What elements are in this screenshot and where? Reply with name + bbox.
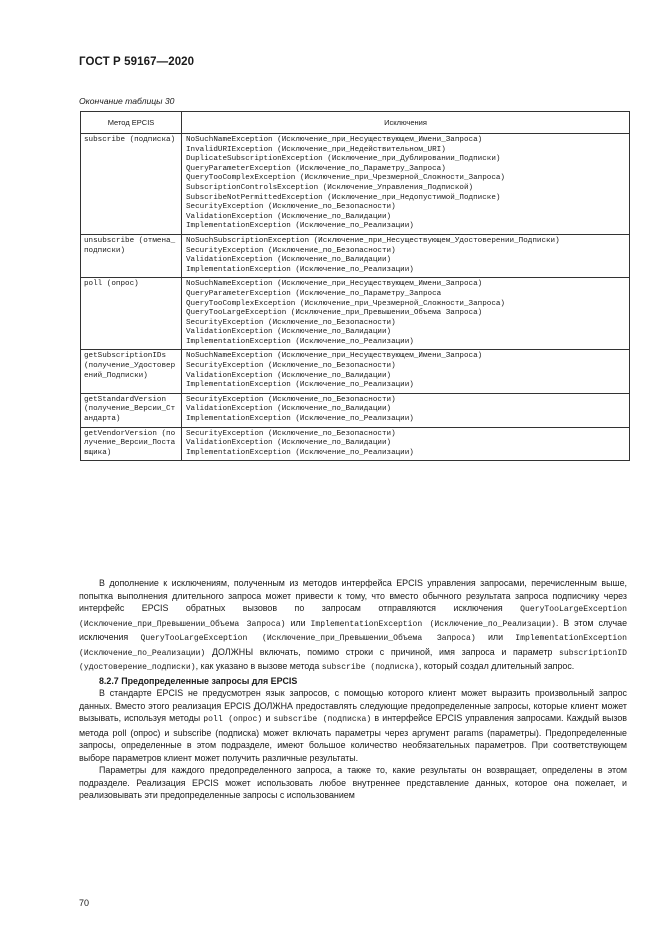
exception-line: SecurityException (Исключение_по_Безопасности): [186, 246, 396, 255]
column-header-method: Метод EPCIS: [81, 112, 182, 134]
paragraph-parameters: Параметры для каждого предопределенного запроса, а также то, какие результаты он возвращает, определены в этом подразделе. Реализация EPCIS может использовать любое внутреннее представление данных, которое она пожелает, и реализовывать эти предопределенные запросы с использованием: [79, 765, 627, 800]
exception-line: ImplementationException (Исключение_по_Реализации): [186, 265, 414, 274]
body-text: [79, 577, 627, 802]
text-span: и: [262, 713, 274, 723]
table-row: [81, 427, 630, 461]
page-number: 70: [79, 898, 90, 908]
exception-line: ValidationException (Исключение_по_Валидации): [186, 212, 392, 221]
text-span: В дополнение к исключениям, полученным из методов интерфейса EPCIS управления запросами, перечисленным выше, попытка выполнения длительного запроса может привести к тому, что вместо обычного результата запроса подписчику через интерфейс EPCIS обратных вызовов по запросам отправляются исключения: [79, 578, 627, 613]
text-span: или: [285, 617, 311, 628]
inline-code: poll (опрос): [203, 715, 263, 724]
exception-line: QueryParameterException (Исключение_по_Параметру_Запроса): [186, 164, 446, 173]
table-header-row: [81, 112, 630, 134]
inline-code: ImplementationException (Исключение_по_Реализации): [79, 634, 627, 658]
exception-line: ImplementationException (Исключение_по_Реализации): [186, 222, 414, 231]
text-span: В стандарте EPCIS не предусмотрен язык запросов, с помощью которого клиент может выразить произвольный запрос данных. Вместо этого реализация EPCIS ДОЛЖНА предоставлять следующие предопределенные запросы, которые клиент может вызывать, используя методы: [79, 688, 627, 723]
text-span: ДОЛЖНЫ включать, помимо строки с причиной, имя запроса и параметр: [205, 646, 559, 657]
section-heading: 8.2.7 Предопределенные запросы для EPCIS: [99, 675, 298, 686]
method-cell: poll (опрос): [81, 278, 182, 350]
exception-line: QueryParameterException (Исключение_по_Параметру_Запроса: [186, 289, 442, 298]
exceptions-cell: [182, 278, 630, 350]
exception-line: ImplementationException (Исключение_по_Реализации): [186, 337, 414, 346]
exception-line: NoSuchNameException (Исключение_при_Несуществующем_Имени_Запроса): [186, 136, 483, 144]
exception-line: NoSuchNameException (Исключение_при_Несуществующем_Имени_Запроса): [186, 352, 483, 361]
table-row: [81, 134, 630, 235]
exception-line: SecurityException (Исключение_по_Безопасности): [186, 362, 396, 371]
exception-line: DuplicateSubscriptionException (Исключение_при_Дублировании_Подписки): [186, 155, 501, 164]
exception-line: ValidationException (Исключение_по_Валидации): [186, 328, 392, 337]
exceptions-table: [80, 111, 630, 461]
inline-code: ImplementationException (Исключение_по_Реализации): [310, 619, 556, 629]
exception-line: SubscriptionControlsException (Исключение_Управления_Подпиской): [186, 183, 474, 192]
inline-code: QueryTooLargeException (Исключение_при_Превышении_Объема Запроса): [79, 605, 627, 629]
exception-line: QueryTooLargeException (Исключение_при_Превышении_Объема Запроса): [186, 309, 483, 318]
exception-line: ValidationException (Исключение_по_Валидации): [186, 405, 392, 414]
text-span: , который создал длительный запрос.: [418, 661, 575, 671]
standard-header: ГОСТ Р 59167—2020: [79, 56, 195, 68]
exception-line: ValidationException (Исключение_по_Валидации): [186, 439, 392, 448]
text-span: или: [475, 632, 516, 642]
column-header-exceptions: Исключения: [182, 112, 630, 134]
exception-line: ImplementationException (Исключение_по_Реализации): [186, 381, 414, 390]
text-span: в интерфейсе EPCIS управления запросами. Каждый вызов метода poll (опрос) и subscribe (подписка) может включать параметры через аргумент params (параметры). Предопределенные запросы, определенные в этом подразделе, имеют большое количество необязательных параметров. При соответствующем выборе параметров клиент может получить различные результаты.: [79, 713, 628, 763]
exceptions-cell: [182, 234, 630, 277]
inline-code: QueryTooLargeException (Исключение_при_Превышении_Объема Запроса): [140, 634, 476, 643]
exception-line: SecurityException (Исключение_по_Безопасности): [186, 203, 396, 212]
exception-line: NoSuchNameException (Исключение_при_Несуществующем_Имени_Запроса): [186, 280, 483, 289]
paragraph-exceptions-note: [79, 577, 627, 675]
exception-line: ImplementationException (Исключение_по_Реализации): [186, 448, 414, 457]
text-span: , как указано в вызове метода: [195, 661, 322, 671]
table-row: [81, 393, 630, 427]
method-cell: unsubscribe (отмена_подписки): [81, 234, 182, 277]
method-cell: getVendorVersion (получение_Версии_Поставщика): [81, 427, 182, 461]
method-cell: getSubscriptionIDs (получение_Удостоверений_Подписки): [81, 350, 182, 393]
exception-line: SecurityException (Исключение_по_Безопасности): [186, 395, 396, 404]
method-cell: getStandardVersion (получение_Версии_Стандарта): [81, 393, 182, 427]
exceptions-cell: [182, 134, 630, 235]
exceptions-cell: [182, 350, 630, 393]
inline-code: subscriptionID (удостоверение_подписки): [79, 648, 627, 672]
table-caption: Окончание таблицы 30: [79, 96, 175, 106]
exceptions-cell: [182, 427, 630, 461]
exception-line: QueryTooComplexException (Исключение_при_Чрезмерной_Сложности_Запроса): [186, 299, 505, 308]
table-row: [81, 350, 630, 393]
exception-line: SecurityException (Исключение_по_Безопасности): [186, 429, 396, 438]
method-cell: subscribe (подписка): [81, 134, 182, 235]
exceptions-cell: [182, 393, 630, 427]
inline-code: subscribe (подписка): [273, 715, 372, 724]
exception-line: QueryTooComplexException (Исключение_при_Чрезмерной_Сложности_Запроса): [186, 174, 505, 183]
inline-code: subscribe (подписка): [321, 663, 419, 672]
exception-line: ValidationException (Исключение_по_Валидации): [186, 256, 392, 265]
exception-line: ValidationException (Исключение_по_Валидации): [186, 371, 392, 380]
exception-line: SubscribeNotPermittedException (Исключение_при_Недопустимой_Подписке): [186, 193, 501, 202]
exception-line: NoSuchSubscriptionException (Исключение_при_Несуществующем_Удостоверении_Подписки): [186, 236, 560, 245]
exception-line: ImplementationException (Исключение_по_Реализации): [186, 415, 414, 424]
exception-line: InvalidURIException (Исключение_при_Недействительном_URI): [186, 145, 446, 154]
text-span: . В этом случае исключения: [79, 617, 627, 642]
paragraph-predefined-queries: [79, 687, 627, 764]
table-row: [81, 234, 630, 277]
table-row: [81, 278, 630, 350]
exception-line: SecurityException (Исключение_по_Безопасности): [186, 318, 396, 327]
